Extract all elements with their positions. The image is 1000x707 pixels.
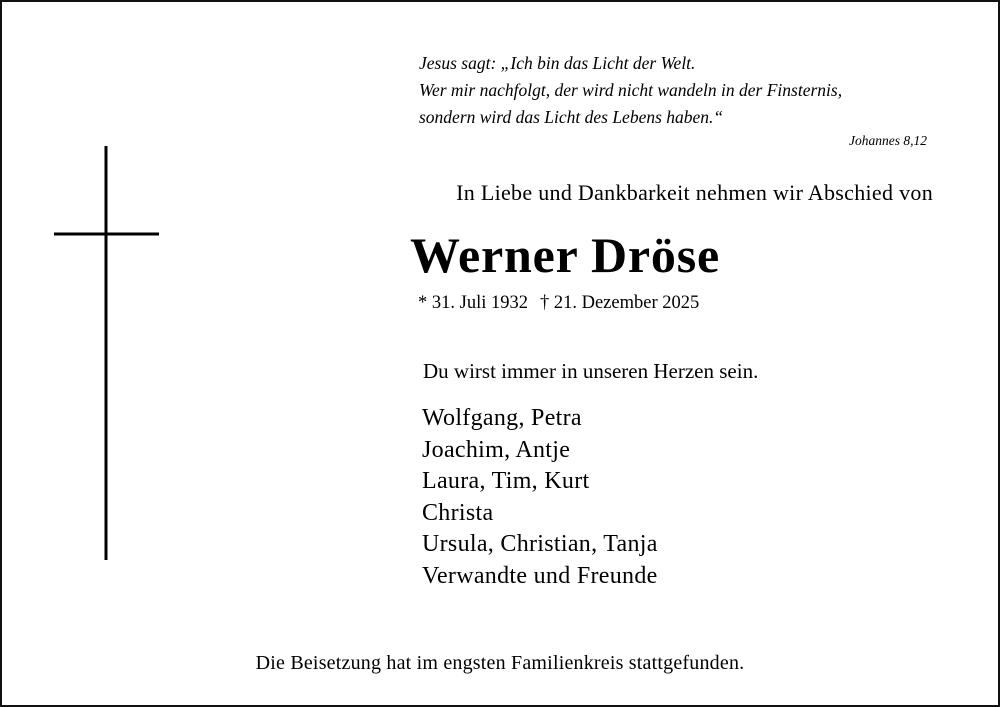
mourner-entry: Joachim, Antje <box>422 436 571 463</box>
bible-verse <box>419 50 842 131</box>
death-date: † 21. Dezember 2025 <box>539 293 700 313</box>
verse-reference: Johannes 8,12 <box>849 133 927 148</box>
remembrance-motto: Du wirst immer in unseren Herzen sein. <box>423 359 759 383</box>
cross-icon <box>54 146 162 560</box>
verse-line: sondern wird das Licht des Lebens haben.“ <box>419 107 724 127</box>
mourner-entry: Ursula, Christian, Tanja <box>422 531 658 557</box>
farewell-intro: In Liebe und Dankbarkeit nehmen wir Abschied von <box>456 180 933 205</box>
verse-line: Jesus sagt: „Ich bin das Licht der Welt. <box>419 53 696 73</box>
mourner-entry: Laura, Tim, Kurt <box>422 468 590 494</box>
mourner-entry: Christa <box>422 499 494 526</box>
verse-line: Wer mir nachfolgt, der wird nicht wandeln in der Finsternis, <box>419 80 843 100</box>
deceased-name: Werner Dröse <box>410 227 720 283</box>
mourner-entry: Verwandte und Freunde <box>422 562 658 589</box>
burial-notice: Die Beisetzung hat im engsten Familienkreis stattgefunden. <box>255 652 745 674</box>
mourner-entry: Wolfgang, Petra <box>422 405 582 431</box>
birth-date: * 31. Juli 1932 <box>418 293 528 313</box>
life-dates <box>418 293 699 314</box>
mourners-list <box>422 403 658 592</box>
